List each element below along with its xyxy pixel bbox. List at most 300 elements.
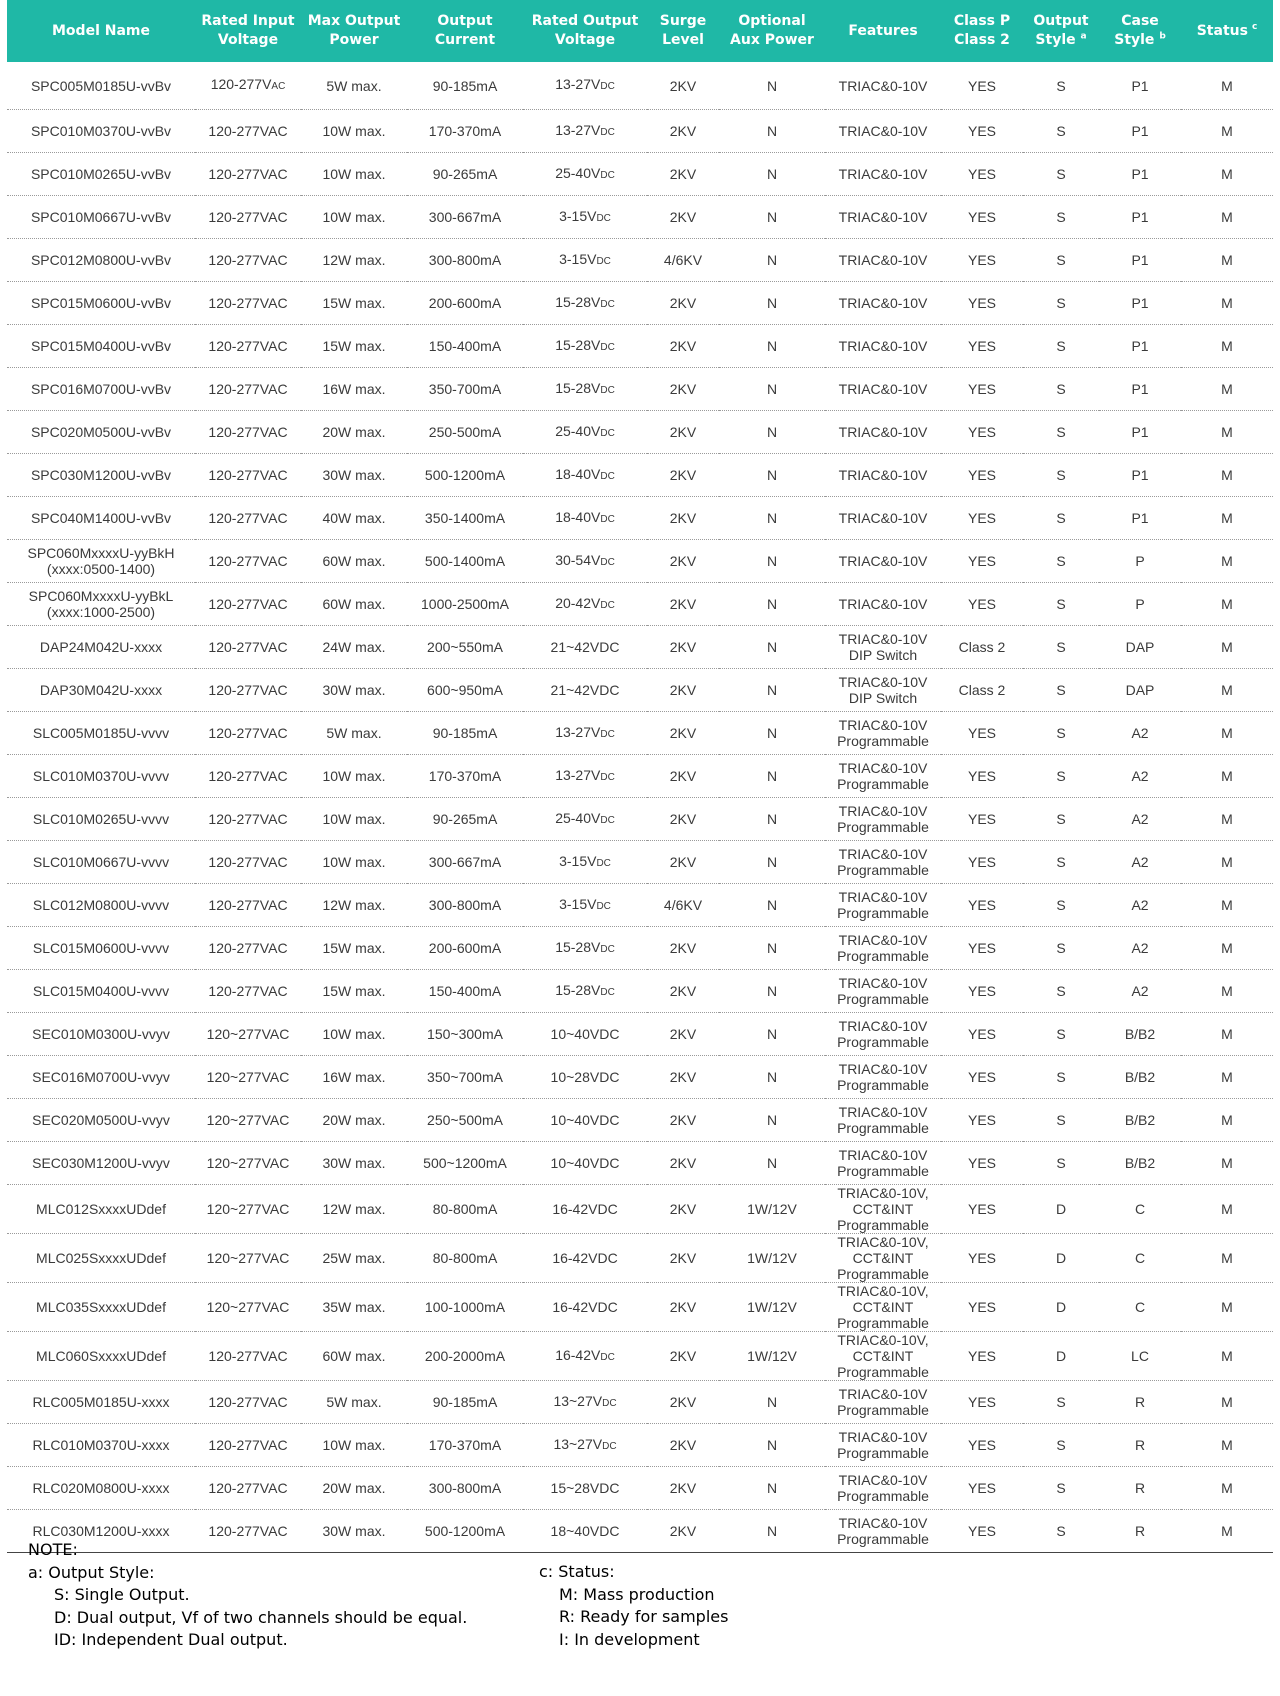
unit-subscript: DC <box>600 384 615 396</box>
cell-text: N <box>766 1480 778 1496</box>
column-header-current <box>407 0 523 62</box>
cell-text: 250~500mA <box>427 1112 503 1128</box>
cell-text: R <box>1134 1523 1146 1539</box>
cell-text: TRIAC&0-10V <box>838 467 928 483</box>
cell-text: C <box>1134 1250 1146 1266</box>
cell-model <box>7 927 195 970</box>
cell-current <box>407 1185 523 1234</box>
cell-status <box>1181 1185 1273 1234</box>
cell-text: 2KV <box>669 768 697 784</box>
cell-power <box>301 1283 407 1332</box>
cell-text: TRIAC&0-10V <box>838 510 928 526</box>
cell-class <box>941 626 1023 669</box>
cell-text: YES <box>967 1299 996 1315</box>
cell-output-style <box>1023 626 1099 669</box>
cell-text: 1W/12V <box>747 1250 797 1266</box>
cell-text: M <box>1221 1348 1233 1364</box>
column-header-surge <box>647 0 719 62</box>
cell-text: TRIAC&0-10V <box>838 1429 928 1445</box>
cell-text: M <box>1221 1523 1233 1539</box>
cell-text: 30W max. <box>322 682 386 698</box>
cell-model <box>7 325 195 368</box>
cell-text: C <box>1134 1201 1146 1217</box>
cell-text: 21~42VDC <box>550 639 620 655</box>
cell-text: YES <box>967 467 996 483</box>
cell-text: 2KV <box>669 77 697 94</box>
cell-text: 10~40VDC <box>550 1112 620 1128</box>
cell-class <box>941 927 1023 970</box>
cell-text: S <box>1056 553 1066 569</box>
cell-text: TRIAC&0-10V <box>838 77 928 94</box>
cell-text: 120-277VAC <box>208 424 288 440</box>
cell-text: S <box>1056 166 1066 182</box>
cell-text: 2KV <box>669 1394 697 1410</box>
table-row <box>7 62 1273 110</box>
cell-text: YES <box>967 510 996 526</box>
cell-aux <box>719 669 825 712</box>
cell-text-line: Programmable <box>837 776 929 792</box>
cell-text: YES <box>967 77 996 94</box>
cell-surge <box>647 1283 719 1332</box>
cell-text: 120-277VAC <box>208 811 288 827</box>
cell-text: N <box>766 338 778 354</box>
cell-features <box>825 411 941 454</box>
cell-current <box>407 110 523 153</box>
column-header-input <box>195 0 301 62</box>
table-row <box>7 454 1273 497</box>
cell-model <box>7 1424 195 1467</box>
cell-current <box>407 1467 523 1510</box>
cell-text: 15W max. <box>322 295 386 311</box>
cell-voltage <box>523 669 647 712</box>
cell-input <box>195 1424 301 1467</box>
cell-text: 15W max. <box>322 940 386 956</box>
cell-text: S <box>1056 123 1066 139</box>
cell-text: 120-277VAC <box>208 725 288 741</box>
cell-text: S <box>1056 1437 1066 1453</box>
cell-status <box>1181 669 1273 712</box>
notes-section <box>28 1539 1268 1689</box>
cell-features <box>825 1381 941 1424</box>
table-row <box>7 1283 1273 1332</box>
cell-output-style <box>1023 411 1099 454</box>
cell-text: 15-28V <box>555 981 601 998</box>
cell-surge <box>647 798 719 841</box>
cell-output-style <box>1023 196 1099 239</box>
cell-class <box>941 712 1023 755</box>
cell-status <box>1181 1056 1273 1099</box>
cell-current <box>407 540 523 583</box>
cell-text: TRIAC&0-10V <box>838 1386 928 1402</box>
column-header-line <box>1025 31 1097 50</box>
cell-text: 40W max. <box>322 510 386 526</box>
cell-model <box>7 454 195 497</box>
cell-text: 2KV <box>669 1250 697 1266</box>
cell-text: A2 <box>1131 940 1149 956</box>
cell-text: M <box>1221 467 1233 483</box>
cell-model <box>7 884 195 927</box>
cell-text: SEC016M0700U-vvyv <box>32 1069 170 1085</box>
cell-power <box>301 1467 407 1510</box>
cell-text: M <box>1221 811 1233 827</box>
cell-text: N <box>766 768 778 784</box>
cell-text: 15-28V <box>555 336 601 353</box>
cell-status <box>1181 497 1273 540</box>
cell-status <box>1181 1424 1273 1467</box>
cell-input <box>195 841 301 884</box>
cell-surge <box>647 583 719 626</box>
cell-aux <box>719 798 825 841</box>
cell-aux <box>719 1467 825 1510</box>
cell-text: 150-400mA <box>428 338 502 354</box>
cell-text: 120-277V <box>210 76 272 92</box>
cell-status <box>1181 841 1273 884</box>
cell-text: M <box>1221 940 1233 956</box>
cell-surge <box>647 970 719 1013</box>
cell-features <box>825 62 941 110</box>
cell-text: 350-1400mA <box>424 510 506 526</box>
cell-text-line: CCT&INT <box>852 1348 914 1364</box>
cell-current <box>407 798 523 841</box>
cell-class <box>941 1056 1023 1099</box>
cell-status <box>1181 755 1273 798</box>
unit-subscript: DC <box>600 81 615 92</box>
cell-status <box>1181 196 1273 239</box>
cell-input <box>195 325 301 368</box>
cell-text: 200-600mA <box>428 940 502 956</box>
cell-text: 2KV <box>669 1155 697 1171</box>
cell-model <box>7 1467 195 1510</box>
cell-current <box>407 1099 523 1142</box>
footnote-marker: a <box>1080 31 1087 42</box>
table-row <box>7 325 1273 368</box>
cell-surge <box>647 454 719 497</box>
cell-text: DAP24M042U-xxxx <box>39 639 163 655</box>
cell-text-line: CCT&INT <box>852 1250 914 1266</box>
cell-text: TRIAC&0-10V <box>838 553 928 569</box>
cell-text: 120-277VAC <box>208 467 288 483</box>
cell-output-style <box>1023 669 1099 712</box>
cell-text: 18~40VDC <box>550 1523 620 1539</box>
cell-text: 120-277VAC <box>208 295 288 311</box>
cell-text: SLC005M0185U-vvvv <box>32 725 170 741</box>
cell-status <box>1181 454 1273 497</box>
unit-subscript: DC <box>600 1351 615 1363</box>
cell-text: 120-277VAC <box>208 166 288 182</box>
cell-input <box>195 110 301 153</box>
column-header-line: Rated Output <box>531 13 639 29</box>
cell-case-style <box>1099 153 1181 196</box>
cell-current <box>407 368 523 411</box>
cell-text: 2KV <box>669 1201 697 1217</box>
cell-input <box>195 1283 301 1332</box>
cell-text: 2KV <box>669 467 697 483</box>
table-row <box>7 841 1273 884</box>
cell-text: YES <box>967 1250 996 1266</box>
cell-aux <box>719 1234 825 1283</box>
unit-subscript: DC <box>600 986 615 998</box>
cell-input <box>195 1056 301 1099</box>
cell-text: 35W max. <box>322 1299 386 1315</box>
column-header-line: Model Name <box>52 22 150 39</box>
cell-model <box>7 626 195 669</box>
cell-text: 24W max. <box>322 639 386 655</box>
cell-input <box>195 62 301 110</box>
cell-text: 300-667mA <box>428 209 502 225</box>
cell-aux <box>719 62 825 110</box>
cell-features <box>825 1185 941 1234</box>
unit-subscript: DC <box>596 857 611 869</box>
cell-text: M <box>1221 1250 1233 1266</box>
driver-spec-table <box>7 0 1273 1553</box>
cell-features <box>825 1234 941 1283</box>
cell-case-style <box>1099 1332 1181 1381</box>
cell-surge <box>647 1332 719 1381</box>
cell-text: M <box>1221 854 1233 870</box>
cell-class <box>941 239 1023 282</box>
cell-text: M <box>1221 424 1233 440</box>
cell-text: 10~40VDC <box>550 1155 620 1171</box>
cell-text: YES <box>967 897 996 913</box>
cell-text: 12W max. <box>322 252 386 268</box>
cell-text: 12W max. <box>322 897 386 913</box>
cell-text: TRIAC&0-10V, <box>837 1332 929 1348</box>
cell-text: D <box>1055 1299 1067 1315</box>
cell-text: SPC020M0500U-vvBv <box>30 424 172 440</box>
cell-features <box>825 1332 941 1381</box>
cell-aux <box>719 196 825 239</box>
cell-text: 16-42VDC <box>552 1299 618 1315</box>
cell-surge <box>647 1424 719 1467</box>
cell-text: 120-277VAC <box>208 1394 288 1410</box>
cell-voltage <box>523 884 647 927</box>
cell-status <box>1181 153 1273 196</box>
cell-output-style <box>1023 1142 1099 1185</box>
cell-text: SPC060MxxxxU-yyBkH <box>27 545 175 561</box>
cell-text: 2KV <box>669 725 697 741</box>
output-style-note-item: ID: Independent Dual output. <box>54 1630 288 1649</box>
cell-class <box>941 1234 1023 1283</box>
cell-text: 150~300mA <box>427 1026 503 1042</box>
cell-text: 2KV <box>669 123 697 139</box>
cell-text: R <box>1134 1394 1146 1410</box>
cell-text: 13~27V <box>553 1435 603 1452</box>
cell-surge <box>647 368 719 411</box>
cell-voltage <box>523 239 647 282</box>
cell-text: 13-27V <box>555 766 601 783</box>
cell-voltage <box>523 1142 647 1185</box>
cell-text: RLC030M1200U-xxxx <box>32 1523 170 1539</box>
cell-text: TRIAC&0-10V, <box>837 1185 929 1201</box>
cell-surge <box>647 927 719 970</box>
cell-output-style <box>1023 62 1099 110</box>
cell-features <box>825 1056 941 1099</box>
cell-text-line: DIP Switch <box>848 647 918 663</box>
cell-text: N <box>766 1394 778 1410</box>
cell-current <box>407 712 523 755</box>
cell-output-style <box>1023 1056 1099 1099</box>
cell-text: 60W max. <box>322 553 386 569</box>
cell-text: 21~42VDC <box>550 682 620 698</box>
cell-aux <box>719 1381 825 1424</box>
cell-text: N <box>766 639 778 655</box>
cell-class <box>941 62 1023 110</box>
cell-text: N <box>766 381 778 397</box>
cell-features <box>825 454 941 497</box>
cell-voltage <box>523 1467 647 1510</box>
cell-features <box>825 325 941 368</box>
cell-text: N <box>766 510 778 526</box>
cell-status <box>1181 1283 1273 1332</box>
cell-text: N <box>766 467 778 483</box>
cell-current <box>407 1142 523 1185</box>
cell-surge <box>647 325 719 368</box>
cell-features <box>825 196 941 239</box>
cell-text: 500-1200mA <box>424 1523 506 1539</box>
cell-text: YES <box>967 1480 996 1496</box>
cell-text: D <box>1055 1348 1067 1364</box>
cell-text: RLC005M0185U-xxxx <box>32 1394 170 1410</box>
cell-voltage <box>523 497 647 540</box>
cell-model <box>7 368 195 411</box>
cell-text-line: Programmable <box>837 819 929 835</box>
cell-features <box>825 1424 941 1467</box>
cell-input <box>195 1467 301 1510</box>
cell-text: 2KV <box>669 1299 697 1315</box>
column-header-text: Voltage <box>554 32 616 48</box>
cell-class <box>941 497 1023 540</box>
cell-text: M <box>1221 725 1233 741</box>
cell-current <box>407 669 523 712</box>
column-header-status <box>1181 0 1273 62</box>
cell-text: S <box>1056 252 1066 268</box>
cell-power <box>301 884 407 927</box>
cell-text: 120~277VAC <box>206 1069 290 1085</box>
cell-text: 1W/12V <box>747 1348 797 1364</box>
cell-voltage <box>523 1381 647 1424</box>
cell-surge <box>647 626 719 669</box>
cell-text: TRIAC&0-10V <box>838 123 928 139</box>
cell-input <box>195 1013 301 1056</box>
cell-features <box>825 626 941 669</box>
cell-input <box>195 497 301 540</box>
cell-text: A2 <box>1131 983 1149 999</box>
cell-text-line: Programmable <box>837 1315 929 1331</box>
cell-model <box>7 153 195 196</box>
cell-case-style <box>1099 62 1181 110</box>
cell-text: 120-277VAC <box>208 338 288 354</box>
table-row <box>7 110 1273 153</box>
cell-output-style <box>1023 1467 1099 1510</box>
cell-text: N <box>766 1155 778 1171</box>
cell-text: D <box>1055 1250 1067 1266</box>
column-header-voltage <box>523 0 647 62</box>
cell-voltage <box>523 841 647 884</box>
cell-text: S <box>1056 510 1066 526</box>
cell-text: YES <box>967 252 996 268</box>
unit-subscript: DC <box>600 513 615 525</box>
column-header-line: Features <box>848 22 918 39</box>
output-style-note-item: S: Single Output. <box>54 1585 190 1604</box>
cell-output-style <box>1023 841 1099 884</box>
cell-surge <box>647 540 719 583</box>
cell-text: 120-277VAC <box>208 768 288 784</box>
cell-text: 300-800mA <box>428 897 502 913</box>
cell-case-style <box>1099 798 1181 841</box>
cell-features <box>825 798 941 841</box>
cell-text: 16-42VDC <box>552 1201 618 1217</box>
cell-text: 30W max. <box>322 1155 386 1171</box>
cell-text: M <box>1221 1437 1233 1453</box>
cell-model <box>7 110 195 153</box>
cell-case-style <box>1099 1283 1181 1332</box>
cell-status <box>1181 626 1273 669</box>
cell-aux <box>719 411 825 454</box>
cell-output-style <box>1023 798 1099 841</box>
table-row <box>7 196 1273 239</box>
cell-voltage <box>523 1332 647 1381</box>
cell-features <box>825 110 941 153</box>
cell-text: YES <box>967 1201 996 1217</box>
cell-voltage <box>523 626 647 669</box>
cell-text: YES <box>967 854 996 870</box>
unit-subscript: DC <box>600 169 615 181</box>
cell-class <box>941 1099 1023 1142</box>
cell-features <box>825 1283 941 1332</box>
cell-text: 10~40VDC <box>550 1026 620 1042</box>
cell-current <box>407 325 523 368</box>
cell-case-style <box>1099 1234 1181 1283</box>
cell-text: 5W max. <box>326 77 382 94</box>
cell-text-line: Programmable <box>837 1402 929 1418</box>
status-note-item: R: Ready for samples <box>559 1607 729 1626</box>
cell-voltage <box>523 1013 647 1056</box>
cell-text: 2KV <box>669 209 697 225</box>
cell-status <box>1181 1332 1273 1381</box>
cell-text: 300-667mA <box>428 854 502 870</box>
cell-text: B/B2 <box>1124 1069 1156 1085</box>
cell-status <box>1181 712 1273 755</box>
cell-surge <box>647 884 719 927</box>
status-note-item: M: Mass production <box>559 1584 715 1604</box>
cell-output-style <box>1023 368 1099 411</box>
table-row <box>7 583 1273 626</box>
column-header-line: Output <box>1033 13 1089 29</box>
cell-voltage <box>523 411 647 454</box>
cell-class <box>941 454 1023 497</box>
cell-text: 15-28V <box>555 293 601 310</box>
cell-current <box>407 970 523 1013</box>
column-header-output-style <box>1023 0 1099 62</box>
cell-text: 170-370mA <box>428 768 502 784</box>
cell-model <box>7 497 195 540</box>
cell-text: MLC060SxxxxUDdef <box>36 1348 166 1364</box>
cell-text: M <box>1221 1155 1233 1171</box>
cell-power <box>301 1424 407 1467</box>
table-row <box>7 1185 1273 1234</box>
column-header-line: Optional <box>738 13 806 29</box>
cell-text: 170-370mA <box>428 123 502 139</box>
cell-input <box>195 970 301 1013</box>
cell-text: 350-700mA <box>428 381 502 397</box>
cell-text: YES <box>967 209 996 225</box>
cell-text: TRIAC&0-10V <box>838 975 928 991</box>
cell-text: S <box>1056 639 1066 655</box>
column-header-model <box>7 0 195 62</box>
cell-model <box>7 540 195 583</box>
cell-text: YES <box>967 1155 996 1171</box>
cell-text: 16W max. <box>322 1069 386 1085</box>
